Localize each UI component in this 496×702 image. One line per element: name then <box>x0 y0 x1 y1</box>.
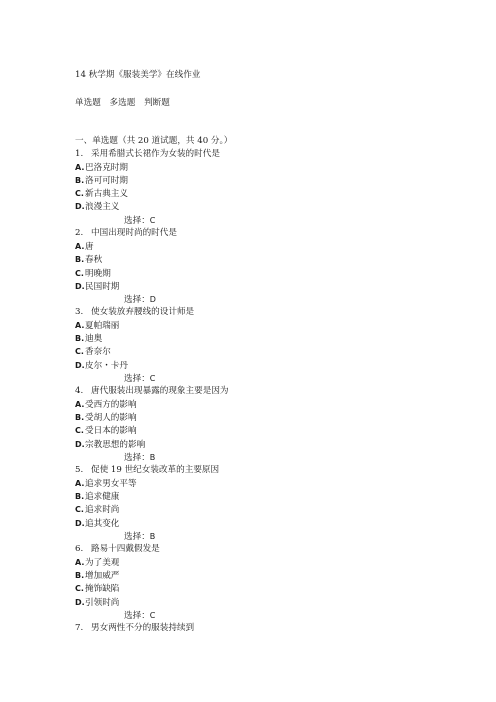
option-text: 增加威严 <box>85 571 120 581</box>
option-row[interactable] <box>75 175 128 187</box>
question-type-tabs <box>75 98 176 109</box>
answer-line <box>124 452 155 464</box>
answer-line <box>124 373 155 385</box>
question-3 <box>75 307 194 318</box>
question-4 <box>75 386 229 397</box>
option-letter: C. <box>75 505 84 514</box>
question-number: 2. <box>75 228 84 238</box>
option-text: 洛可可时期 <box>85 176 128 186</box>
question-6 <box>75 544 160 555</box>
option-text: 唐 <box>85 242 94 252</box>
option-text: 引领时尚 <box>85 598 120 608</box>
option-text: 追其变化 <box>85 519 120 529</box>
question-number: 1. <box>75 149 84 159</box>
option-row[interactable] <box>75 346 111 358</box>
question-text: 男女两性不分的服装持续到 <box>91 623 195 633</box>
answer-line <box>124 215 155 227</box>
option-row[interactable] <box>75 478 137 490</box>
option-letter: C. <box>75 584 84 593</box>
option-letter: C. <box>75 189 84 198</box>
option-text: 受西方的影响 <box>85 400 137 410</box>
question-text: 使女装放弃腰线的设计师是 <box>91 307 195 317</box>
question-number: 6. <box>75 544 84 554</box>
answer-value: B <box>149 532 156 541</box>
option-text: 皮尔・卡丹 <box>85 361 128 371</box>
option-letter: B. <box>75 413 85 422</box>
option-row[interactable] <box>75 557 119 569</box>
option-letter: C. <box>75 426 84 435</box>
option-letter: A. <box>75 400 85 409</box>
option-text: 明晚期 <box>85 269 111 279</box>
answer-prefix: 选择： <box>124 295 150 305</box>
question-number: 4. <box>75 386 84 396</box>
option-text: 受胡人的影响 <box>85 413 137 423</box>
question-1 <box>75 149 220 160</box>
option-row[interactable] <box>75 491 119 503</box>
option-text: 民国时期 <box>85 282 120 292</box>
option-text: 为了美观 <box>85 558 120 568</box>
answer-prefix: 选择： <box>124 374 150 384</box>
option-row[interactable] <box>75 412 137 424</box>
answer-prefix: 选择： <box>124 611 150 621</box>
option-letter: A. <box>75 558 85 567</box>
option-text: 迪奥 <box>85 334 103 344</box>
option-row[interactable] <box>75 518 119 530</box>
option-text: 新古典主义 <box>85 189 128 199</box>
tab-single-choice[interactable]: 单选题 <box>75 98 101 108</box>
option-text: 追求健康 <box>85 492 120 502</box>
option-text: 浪漫主义 <box>85 202 120 212</box>
document-title: 14 秋学期《服装美学》在线作业 <box>75 70 201 80</box>
option-letter: D. <box>75 598 85 607</box>
option-letter: A. <box>75 242 85 251</box>
option-row[interactable] <box>75 360 128 372</box>
option-row[interactable] <box>75 268 111 280</box>
answer-line <box>124 531 155 543</box>
option-row[interactable] <box>75 597 119 609</box>
question-text: 中国出现时尚的时代是 <box>91 228 177 238</box>
option-row[interactable] <box>75 320 119 332</box>
option-letter: B. <box>75 176 85 185</box>
question-text: 采用希腊式长裙作为女装的时代是 <box>91 149 220 159</box>
question-text: 促使 19 世纪女装改革的主要原因 <box>91 465 220 475</box>
answer-prefix: 选择： <box>124 453 150 463</box>
option-row[interactable] <box>75 504 119 516</box>
option-text: 掩饰缺陷 <box>85 584 120 594</box>
question-number: 7. <box>75 623 84 633</box>
option-text: 宗教思想的影响 <box>85 440 146 450</box>
option-row[interactable] <box>75 439 145 451</box>
option-row[interactable] <box>75 254 102 266</box>
option-letter: C. <box>75 347 84 356</box>
option-text: 香奈尔 <box>85 347 111 357</box>
question-7 <box>75 623 194 634</box>
answer-prefix: 选择： <box>124 532 150 542</box>
option-row[interactable] <box>75 425 137 437</box>
option-row[interactable] <box>75 333 102 345</box>
option-row[interactable] <box>75 201 119 213</box>
option-letter: A. <box>75 321 85 330</box>
option-text: 追求男女平等 <box>85 479 137 489</box>
answer-prefix: 选择： <box>124 216 150 226</box>
section-heading: 一、单选题（共 20 道试题，共 40 分。） <box>75 136 233 146</box>
answer-line <box>124 610 155 622</box>
option-text: 追求时尚 <box>85 505 120 515</box>
answer-value: C <box>149 216 156 225</box>
question-5 <box>75 465 219 476</box>
question-text: 路易十四戴假发是 <box>91 544 160 554</box>
option-letter: B. <box>75 255 85 264</box>
option-row[interactable] <box>75 188 128 200</box>
answer-value: B <box>149 453 156 462</box>
option-text: 受日本的影响 <box>85 426 137 436</box>
tab-true-false[interactable]: 判断题 <box>144 98 170 108</box>
option-text: 巴洛克时期 <box>85 163 128 173</box>
option-letter: C. <box>75 269 84 278</box>
question-text: 唐代服装出现暴露的现象主要是因为 <box>91 386 229 396</box>
option-letter: B. <box>75 492 85 501</box>
answer-line <box>124 294 156 306</box>
option-letter: B. <box>75 334 85 343</box>
tab-multiple-choice[interactable]: 多选题 <box>109 98 136 108</box>
option-row[interactable] <box>75 399 137 411</box>
answer-value: C <box>149 374 156 383</box>
option-row[interactable] <box>75 583 119 595</box>
option-letter: B. <box>75 571 85 580</box>
question-number: 5. <box>75 465 84 475</box>
answer-value: D <box>149 295 156 304</box>
option-text: 春秋 <box>85 255 103 265</box>
option-text: 夏帕瑞丽 <box>85 321 120 331</box>
option-letter: D. <box>75 519 85 528</box>
option-letter: D. <box>75 361 85 370</box>
option-row[interactable] <box>75 241 94 253</box>
option-letter: D. <box>75 440 85 449</box>
option-row[interactable] <box>75 281 119 293</box>
option-letter: D. <box>75 202 85 211</box>
option-letter: A. <box>75 163 85 172</box>
option-letter: A. <box>75 479 85 488</box>
option-row[interactable] <box>75 570 119 582</box>
question-2 <box>75 228 177 239</box>
option-row[interactable] <box>75 162 128 174</box>
question-number: 3. <box>75 307 84 317</box>
answer-value: C <box>149 611 156 620</box>
option-letter: D. <box>75 282 85 291</box>
